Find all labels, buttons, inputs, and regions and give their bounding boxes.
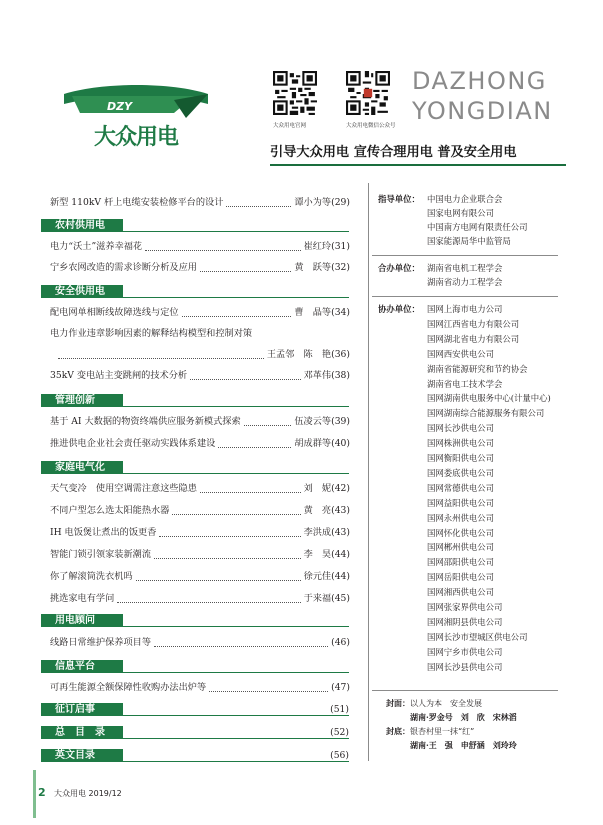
toc-entry[interactable] — [50, 414, 350, 430]
assist-unit: 国网益阳供电公司 — [427, 497, 494, 508]
toc-page: (34) — [331, 307, 350, 318]
toc-page: (42) — [331, 483, 350, 494]
qr-wechat — [346, 71, 396, 129]
toc-title: 电力“沃土”滋养幸福花 — [50, 241, 143, 252]
toc-entry[interactable] — [50, 368, 350, 384]
leader-dots — [154, 558, 301, 559]
assist-unit: 国网湘西供电公司 — [427, 587, 494, 598]
toc-authors: 崔红玲 — [303, 241, 332, 252]
co-label: 合办单位： — [378, 263, 420, 273]
front-cover-label: 封面： — [386, 698, 410, 708]
toc-title: 智能门锁引领家装新潮流 — [50, 549, 152, 560]
page-marker-bar — [33, 770, 36, 818]
guide-label: 指导单位： — [378, 194, 420, 204]
leader-dots — [58, 358, 264, 359]
toc-authors: 黄 跃等 — [294, 262, 332, 273]
assist-unit: 国网邵阳供电公司 — [427, 557, 494, 568]
back-cover-credit: 湖南·王 强 申舒涵 刘玲玲 — [410, 740, 517, 750]
assist-unit: 国网西安供电公司 — [427, 348, 494, 359]
section-title: 英文目录 — [55, 750, 95, 761]
qr-official-site — [273, 71, 317, 129]
toc-entry[interactable] — [50, 680, 350, 696]
toc-page: (47) — [331, 682, 350, 693]
toc-page: (44) — [331, 571, 350, 582]
guide-unit: 国家能源局华中监管局 — [427, 236, 511, 246]
guide-unit: 中国电力企业联合会 — [427, 194, 503, 204]
leader-dots — [136, 580, 301, 581]
toc-title: 你了解滚筒洗衣机吗 — [50, 571, 133, 582]
toc-page: (32) — [331, 262, 350, 273]
assist-unit: 国网怀化供电公司 — [427, 527, 494, 538]
toc-page: (51) — [330, 704, 349, 715]
assist-unit: 国网永州供电公司 — [427, 512, 494, 523]
assist-unit: 国网株洲供电公司 — [427, 438, 494, 449]
toc-page: (38) — [331, 370, 350, 381]
toc-page: (44) — [331, 549, 350, 560]
toc-authors: 于来福 — [303, 593, 332, 604]
qr-code-icon — [346, 71, 390, 115]
assist-unit: 国网常德供电公司 — [427, 482, 494, 493]
assist-unit: 国网长沙市望城区供电公司 — [427, 631, 528, 642]
toc-page: (43) — [331, 505, 350, 516]
back-cover-label: 封底： — [386, 726, 410, 736]
qr-code-icon — [273, 71, 317, 115]
page-number: 2 — [38, 786, 46, 799]
toc-page: (52) — [330, 727, 349, 738]
assist-unit: 湖南省电工技术学会 — [427, 378, 503, 389]
assist-unit: 国网湖南综合能源服务有限公司 — [427, 408, 545, 419]
assist-unit: 国网岳阳供电公司 — [427, 572, 494, 583]
toc-page: (56) — [330, 750, 349, 761]
assist-unit: 国网娄底供电公司 — [427, 467, 494, 478]
section-title: 征订启事 — [55, 704, 95, 715]
leader-dots — [200, 492, 301, 493]
leader-dots — [209, 691, 328, 692]
toc-entry[interactable] — [50, 481, 350, 497]
section-title: 农村供用电 — [55, 220, 105, 231]
toc-page: (36) — [331, 349, 350, 360]
logo-name: 大众用电 — [94, 125, 179, 150]
assist-unit: 国网上海市电力公司 — [427, 304, 503, 314]
front-cover-credit: 湖南·罗金号 刘 欣 宋林滔 — [410, 712, 517, 722]
leader-dots — [190, 379, 300, 380]
assist-label: 协办单位： — [378, 304, 420, 314]
section-title: 管理创新 — [55, 395, 95, 406]
toc-entry[interactable] — [50, 239, 350, 255]
section-title: 用电顾问 — [55, 615, 95, 626]
toc-title: 推进供电企业社会责任驱动实践体系建设 — [50, 438, 216, 449]
journal-logo — [62, 80, 212, 152]
toc-entry[interactable] — [50, 260, 350, 276]
toc-entry[interactable] — [50, 436, 350, 452]
toc-title: 35kV 变电站主变跳闸的技术分析 — [50, 370, 188, 381]
brand-en-line1: DAZHONG — [412, 67, 547, 95]
toc-title: 线路日常维护保养项目等 — [50, 637, 152, 648]
toc-title: 可再生能源全额保障性收购办法出炉等 — [50, 682, 207, 693]
toc-authors: 曹 晶等 — [294, 307, 332, 318]
toc-entry-continued[interactable] — [50, 347, 350, 363]
section-header — [41, 218, 349, 232]
assist-unit: 国网宁乡市供电公司 — [427, 646, 503, 657]
brand-en-line2: YONGDIAN — [412, 97, 553, 125]
section-header[interactable] — [41, 725, 349, 739]
leader-dots — [244, 425, 292, 426]
toc-entry[interactable] — [50, 547, 350, 563]
toc-entry[interactable] — [50, 503, 350, 519]
toc-authors: 伍凌云等 — [294, 416, 332, 427]
co-unit: 湖南省动力工程学会 — [427, 277, 503, 287]
assist-unit: 国网长沙供电公司 — [427, 423, 494, 434]
panel-divider — [372, 296, 558, 297]
toc-authors: 徐元佳 — [303, 571, 332, 582]
section-header — [41, 613, 349, 627]
header-divider — [270, 164, 566, 166]
leader-dots — [154, 646, 328, 647]
toc-entry[interactable] — [50, 195, 350, 211]
leader-dots — [218, 447, 291, 448]
toc-page: (40) — [331, 438, 350, 449]
toc-entry[interactable] — [50, 635, 350, 651]
slogan: 引导大众用电 宣传合理用电 普及安全用电 — [270, 145, 517, 160]
guide-unit: 中国南方电网有限责任公司 — [427, 222, 528, 232]
toc-authors: 邓革伟 — [303, 370, 332, 381]
toc-title: 不同户型怎么选太阳能热水器 — [50, 505, 170, 516]
toc-entry[interactable] — [50, 525, 350, 541]
toc-authors: 黄 亮 — [303, 505, 332, 516]
toc-entry[interactable] — [50, 591, 350, 607]
qr-caption-wechat: 大众用电微信公众号 — [346, 123, 396, 129]
toc-authors: 王孟邻 陈 艳 — [266, 349, 332, 360]
panel-divider — [372, 255, 558, 256]
assist-unit: 国网张家界供电公司 — [427, 602, 503, 612]
journal-issue: 大众用电 2019/12 — [54, 789, 122, 798]
toc-authors: 刘 妮 — [303, 483, 332, 494]
assist-unit: 国网湘阴县供电公司 — [427, 616, 503, 627]
section-header — [41, 460, 349, 474]
front-cover-title: 以人为本 安全发展 — [410, 699, 482, 708]
leader-dots — [117, 602, 300, 603]
toc-page: (31) — [331, 241, 350, 252]
toc-authors: 李 昊 — [303, 549, 332, 560]
toc-title: 配电网单相断线故障选线与定位 — [50, 307, 179, 318]
leader-dots — [172, 514, 300, 515]
back-cover-title: 银杏村里一抹“红” — [410, 727, 475, 736]
toc-authors: 谭小为等 — [294, 197, 332, 208]
assist-unit: 国网江西省电力有限公司 — [427, 318, 520, 329]
section-title: 家庭电气化 — [55, 462, 105, 473]
toc-title: 电力作业违章影响因素的解释结构模型和控制对策 — [50, 328, 253, 339]
toc-entry[interactable] — [50, 305, 350, 321]
leader-dots — [145, 250, 300, 251]
section-header — [41, 659, 349, 673]
section-header[interactable] — [41, 748, 349, 762]
toc-page: (46) — [331, 637, 350, 648]
assist-unit: 国网郴州供电公司 — [427, 542, 494, 553]
toc-title: 新型 110kV 杆上电缆安装检修平台的设计 — [50, 197, 224, 208]
section-title: 安全供用电 — [55, 286, 105, 297]
toc-title: 挑选家电有学问 — [50, 593, 115, 604]
toc-authors: 李洪成 — [303, 527, 332, 538]
toc-authors: 胡成群等 — [294, 438, 332, 449]
assist-unit: 国网湖北省电力有限公司 — [427, 333, 520, 344]
leader-dots — [200, 271, 291, 272]
panel-divider — [372, 690, 558, 691]
toc-page: (29) — [331, 197, 350, 208]
toc-title: IH 电饭煲让煮出的饭更香 — [50, 527, 157, 538]
logo-mark-text: DZY — [107, 100, 133, 113]
toc-page: (39) — [331, 416, 350, 427]
leader-dots — [159, 536, 300, 537]
column-divider — [368, 183, 369, 761]
toc-title: 基于 AI 大数据的物资终端供应服务新模式探索 — [50, 416, 241, 427]
leader-dots — [226, 206, 291, 207]
section-header — [41, 393, 349, 407]
assist-unit: 湖南省能源研究和节约协会 — [427, 363, 528, 374]
toc-page: (45) — [331, 593, 350, 604]
section-title: 总 目 录 — [55, 727, 105, 738]
assist-unit: 国网湖南供电服务中心(计量中心) — [427, 393, 551, 404]
co-unit: 湖南省电机工程学会 — [427, 263, 503, 273]
leader-dots — [182, 316, 292, 317]
qr-caption-site: 大众用电官网 — [273, 123, 307, 129]
assist-unit: 国网长沙县供电公司 — [427, 661, 503, 672]
toc-entry[interactable] — [50, 569, 350, 585]
toc-title: 宁乡农网改造的需求诊断分析及应用 — [50, 262, 197, 273]
toc-page: (43) — [331, 527, 350, 538]
toc-entry[interactable] — [50, 326, 350, 342]
section-title: 信息平台 — [55, 661, 95, 672]
toc-title: 天气变冷 使用空调需注意这些隐患 — [50, 483, 197, 494]
guide-unit: 国家电网有限公司 — [427, 208, 494, 218]
section-header — [41, 284, 349, 298]
assist-unit: 国网衡阳供电公司 — [427, 453, 494, 463]
section-header[interactable] — [41, 702, 349, 716]
